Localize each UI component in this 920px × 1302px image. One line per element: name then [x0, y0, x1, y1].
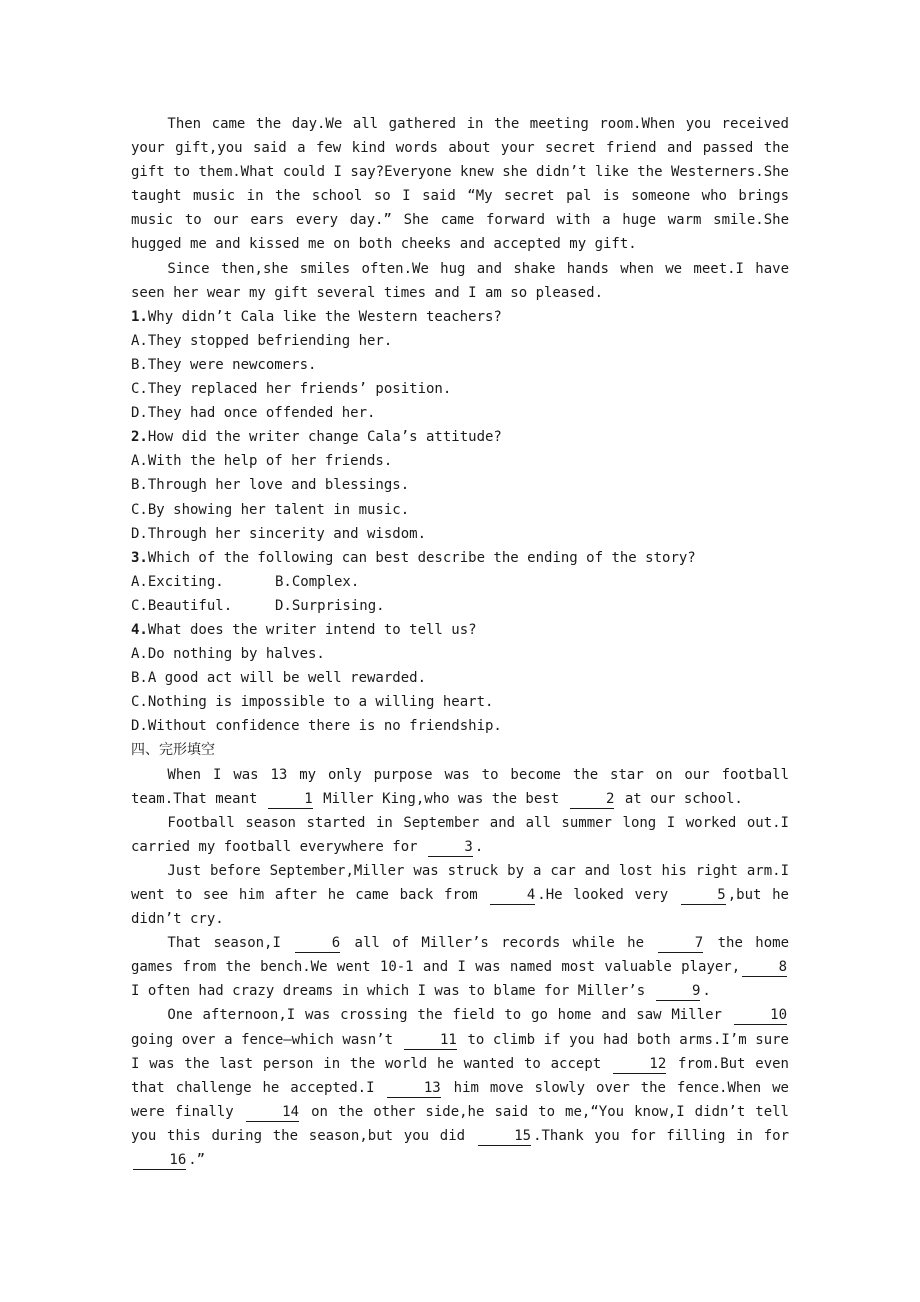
blank-6: 6 [295, 934, 340, 953]
cloze-paragraph: Football season started in September and all summer long I worked out.I carried my football everywhere for 3 . [131, 814, 789, 855]
question-number: 2. [131, 429, 148, 446]
option: D.Through her sincerity and wisdom. [131, 525, 427, 542]
option: A.Do nothing by halves. [131, 646, 325, 663]
question-number: 4. [131, 621, 148, 638]
blank-10: 10 [734, 1006, 787, 1025]
cloze-paragraph: That season,I 6 all of Miller’s records while he 7 the home games from the bench.We went 10-1 and I was named most valuable player, 8 I often had crazy dreams in which I was to blame for Miller’s 9 . [131, 935, 790, 1000]
option: B.A good act will be well rewarded. [131, 670, 427, 687]
question-text: Why didn’t Cala like the Western teachers? [147, 308, 502, 325]
blank-12: 12 [613, 1055, 666, 1074]
passage-paragraph: Then came the day.We all gathered in the meeting room.When you received your gift,you said a few kind words about your secret friend and passed the gift to them.What could I say?Everyone knew she didn’t like the Westerners.She taught music in the school so I said “My secret pal is someone who brings music to our ears every day.” She came forward with a huge warm smile.She hugged me and kissed me on both cheeks and accepted my gift. [131, 116, 789, 253]
blank-11: 11 [404, 1031, 457, 1050]
option: A.With the help of her friends. [131, 453, 393, 470]
option-row [131, 570, 789, 594]
option: B.Complex. [275, 573, 360, 590]
blank-1: 1 [268, 790, 313, 809]
question-4 [131, 618, 789, 642]
cloze-paragraph: Just before September,Miller was struck by a car and lost his right arm.I went to see him after he came back from 4 .He looked very 5 ,but he didn’t cry. [131, 862, 789, 928]
question-number: 1. [131, 308, 148, 325]
blank-5: 5 [681, 886, 726, 905]
blank-3: 3 [428, 838, 473, 857]
passage-paragraph: Since then,she smiles often.We hug and shake hands when we meet.I have seen her wear my gift several times and I am so pleased. [131, 260, 789, 301]
option: D.Without confidence there is no friendship. [131, 718, 502, 735]
option: D.They had once offended her. [131, 405, 376, 422]
option: C.By showing her talent in music. [131, 501, 410, 518]
question-3 [131, 546, 789, 570]
option: C.Beautiful. [131, 597, 233, 614]
blank-4: 4 [490, 886, 535, 905]
cloze-paragraph: One afternoon,I was crossing the field to go home and saw Miller 10 going over a fence—which wasn’t 11 to climb if you had both arms.I’m sure I was the last person in the world he wanted to accept 12 from.But even that challenge he accepted.I 13 him move slowly over the fence.When we were finally 14 on the other side,he said to me,“You know,I didn’t tell you this during the season,but you did 15 .Thank you for filling in for 16 .” [131, 1007, 790, 1169]
document-page [131, 112, 789, 1172]
question-1 [131, 305, 789, 329]
blank-15: 15 [478, 1127, 531, 1146]
blank-8: 8 [742, 958, 787, 977]
option: C.They replaced her friends’ position. [131, 381, 452, 398]
cloze-paragraph: When I was 13 my only purpose was to become the star on our football team.That meant 1 Miller King,who was the best 2 at our school. [131, 766, 789, 807]
question-number: 3. [131, 549, 148, 566]
blank-14: 14 [246, 1103, 299, 1122]
option-row [131, 594, 789, 618]
question-text: What does the writer intend to tell us? [147, 621, 477, 638]
option: B.They were newcomers. [131, 356, 317, 373]
blank-16: 16 [133, 1151, 186, 1170]
blank-2: 2 [570, 790, 615, 809]
option: B.Through her love and blessings. [131, 477, 410, 494]
blank-9: 9 [656, 982, 701, 1001]
blank-7: 7 [658, 934, 703, 953]
option: D.Surprising. [275, 597, 385, 614]
blank-13: 13 [387, 1079, 440, 1098]
section-heading: 四、完形填空 [131, 742, 215, 759]
option: A.Exciting. [131, 573, 224, 590]
question-text: Which of the following can best describe the ending of the story? [147, 549, 696, 566]
question-2 [131, 425, 789, 449]
option: A.They stopped befriending her. [131, 332, 393, 349]
question-text: How did the writer change Cala’s attitude? [147, 429, 502, 446]
option: C.Nothing is impossible to a willing heart. [131, 694, 494, 711]
